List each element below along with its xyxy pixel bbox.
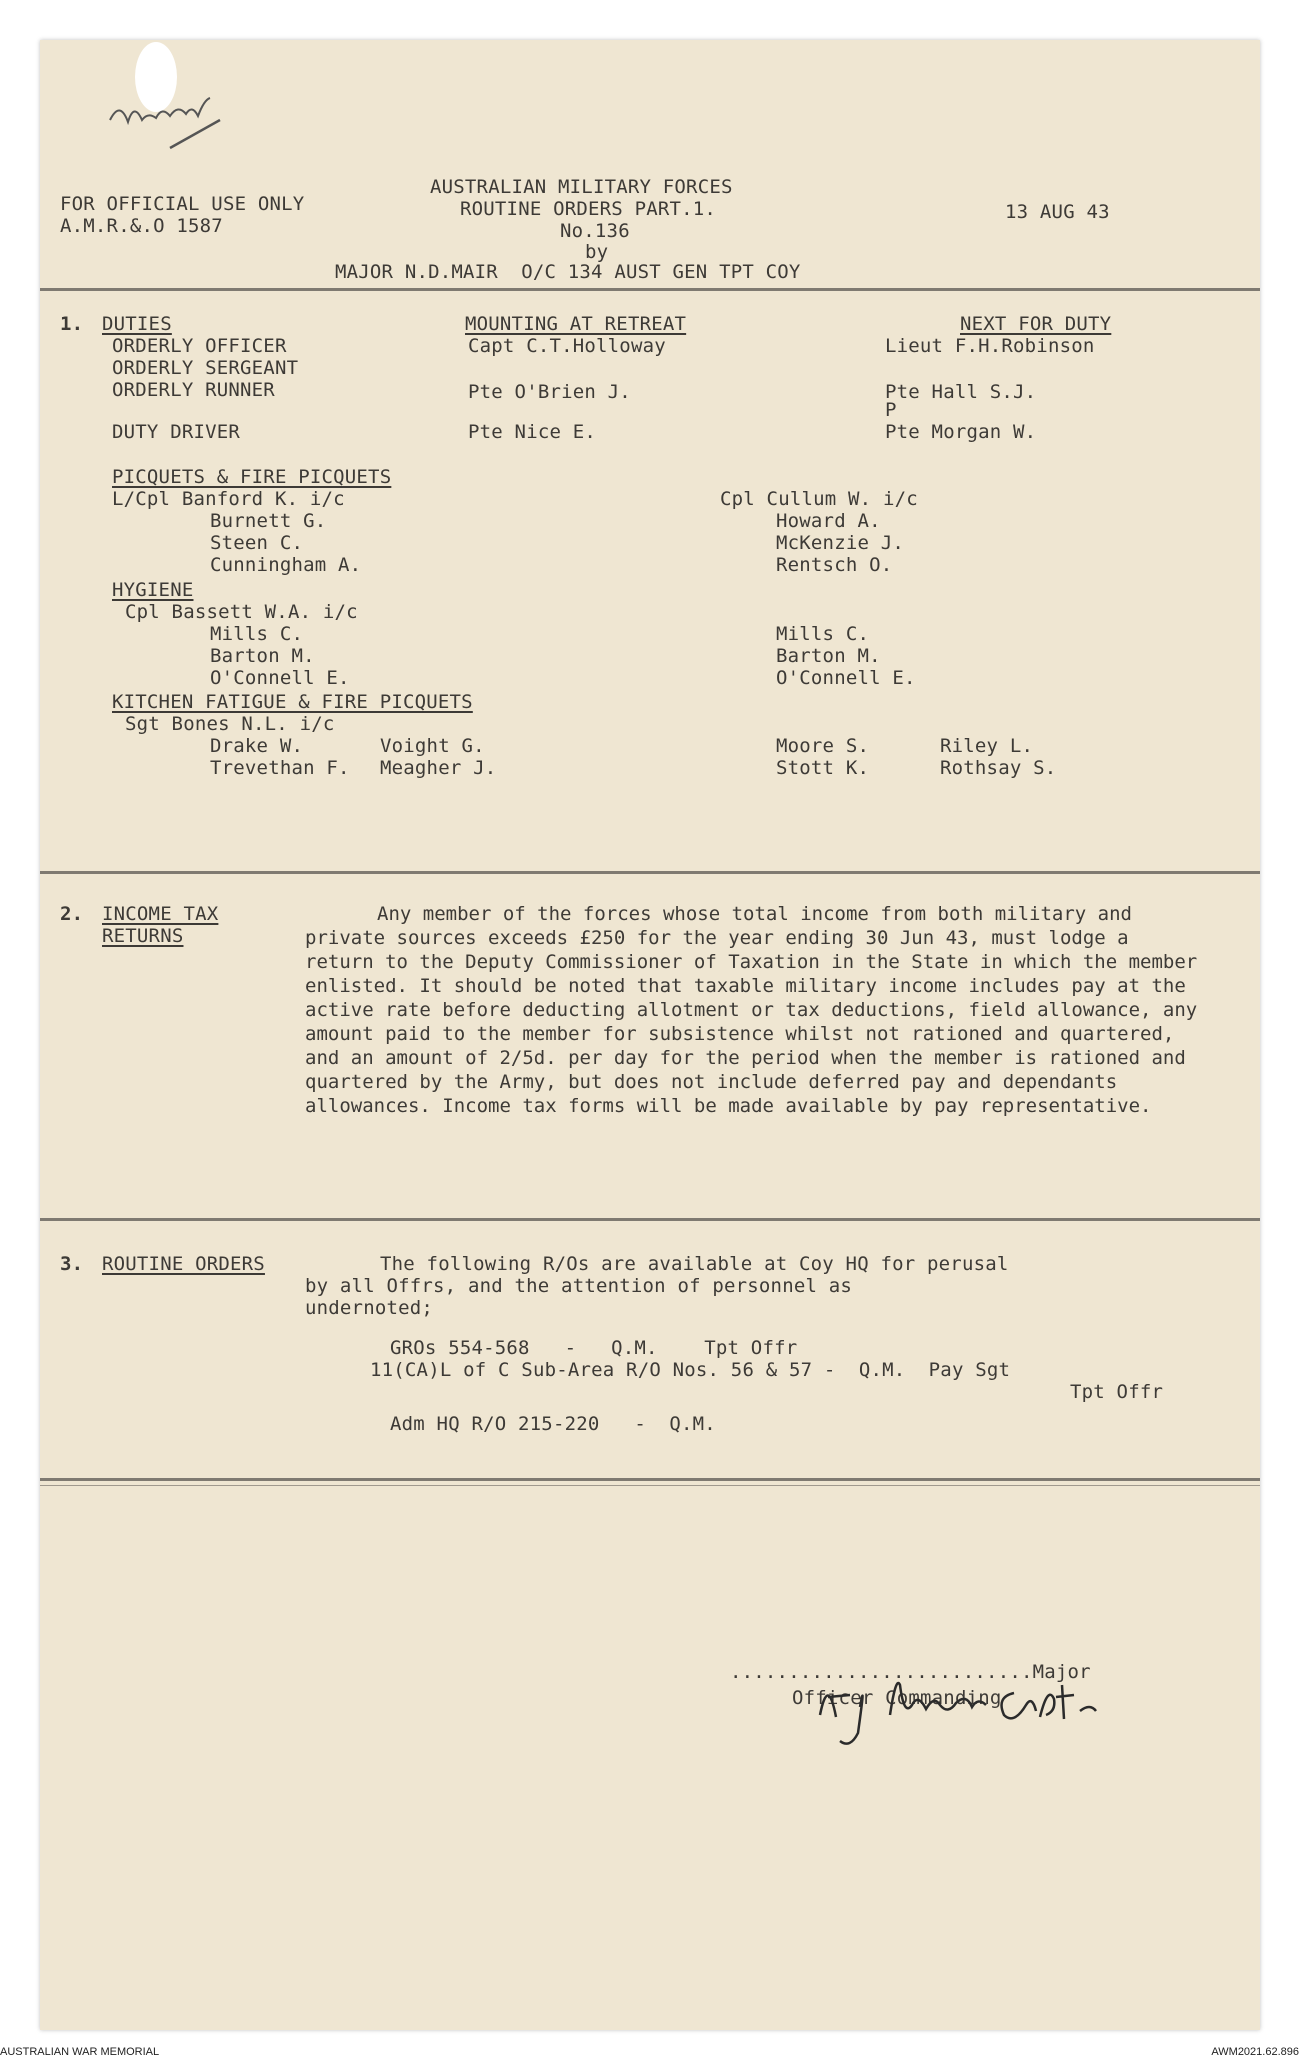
picquet-right: Howard A. — [776, 510, 881, 532]
hygiene-right: Mills C. — [776, 623, 870, 645]
document-sheet — [40, 40, 1260, 2030]
routine-order-line: Adm HQ R/O 215-220 - Q.M. — [390, 1413, 716, 1435]
duty-role: ORDERLY SERGEANT — [112, 357, 299, 379]
duty-role: DUTY DRIVER — [112, 421, 241, 443]
section-1-number: 1. — [60, 313, 84, 335]
hygiene-left: Mills C. — [210, 623, 304, 645]
kitchen-member: Riley L. — [940, 735, 1034, 757]
duty-next: Pte Morgan W. — [885, 421, 1037, 443]
kitchen-member: Drake W. — [210, 735, 304, 757]
duty-next: P — [885, 399, 897, 421]
income-tax-body: Any member of the forces whose total income from both military and private sources exceeds £250 for the year ending 30 Jun 43, must lodge a return to the Deputy Commissioner of Taxation in the State in which the member enlisted. It should be noted that taxable military income includes pay at the active rate before deducting allotment or tax deductions, field allowance, any amount paid to the member for subsistence whilst not rationed and quartered, and an amount of 2/5d. per day for the period when the member is rationed and quartered by the Army, but does not include deferred pay and dependants allowances. Income tax forms will be made available by pay representative. — [305, 903, 1198, 1117]
mounting-column-heading: MOUNTING AT RETREAT — [465, 313, 687, 335]
amr-reference: A.M.R.&.O 1587 — [60, 215, 223, 237]
routine-order-line: Tpt Offr — [1070, 1381, 1164, 1403]
income-tax-heading-2: RETURNS — [102, 925, 184, 947]
hygiene-right: Barton M. — [776, 645, 881, 667]
kitchen-lead: Sgt Bones N.L. i/c — [125, 713, 335, 735]
issuing-officer: MAJOR N.D.MAIR O/C 134 AUST GEN TPT COY — [335, 261, 801, 283]
kitchen-member: Stott K. — [776, 757, 870, 779]
hygiene-left: O'Connell E. — [210, 667, 350, 689]
official-use-label: FOR OFFICIAL USE ONLY — [60, 193, 305, 215]
duty-next: Lieut F.H.Robinson — [885, 335, 1095, 357]
kitchen-member: Moore S. — [776, 735, 870, 757]
section-divider — [40, 1218, 1260, 1221]
order-date: 13 AUG 43 — [1005, 201, 1110, 223]
picquet-right: Cpl Cullum W. i/c — [720, 488, 918, 510]
signature-line: ..........................Major — [730, 1661, 1091, 1683]
hygiene-right: O'Connell E. — [776, 667, 916, 689]
section-divider — [40, 1478, 1260, 1481]
routine-orders-intro: undernoted; — [305, 1297, 434, 1319]
hygiene-left: Cpl Bassett W.A. i/c — [125, 601, 358, 623]
picquet-left: Steen C. — [210, 532, 304, 554]
income-tax-heading: INCOME TAX — [102, 903, 219, 925]
next-column-heading: NEXT FOR DUTY — [960, 313, 1112, 335]
duties-heading: DUTIES — [102, 313, 172, 335]
kitchen-heading: KITCHEN FATIGUE & FIRE PICQUETS — [112, 691, 473, 713]
duty-role: ORDERLY OFFICER — [112, 335, 287, 357]
picquet-right: McKenzie J. — [776, 532, 905, 554]
orders-title: ROUTINE ORDERS PART.1. — [460, 198, 717, 220]
duty-mounting: Pte Nice E. — [468, 421, 597, 443]
duty-role: ORDERLY RUNNER — [112, 379, 275, 401]
hygiene-left: Barton M. — [210, 645, 315, 667]
picquet-left: Cunningham A. — [210, 554, 362, 576]
duty-next: Pte Hall S.J. — [885, 381, 1037, 403]
kitchen-member: Rothsay S. — [940, 757, 1057, 779]
routine-orders-heading: ROUTINE ORDERS — [102, 1253, 265, 1275]
picquet-left: L/Cpl Banford K. i/c — [112, 488, 345, 510]
routine-order-line: 11(CA)L of C Sub-Area R/O Nos. 56 & 57 - Q.M. Pay Sgt — [370, 1359, 1011, 1381]
archive-footer-left: AUSTRALIAN WAR MEMORIAL — [0, 2046, 160, 2058]
kitchen-member: Trevethan F. — [210, 757, 350, 779]
section-divider — [40, 288, 1260, 291]
section-divider — [40, 1485, 1260, 1486]
handwritten-signature — [800, 1645, 1130, 1755]
kitchen-member: Voight G. — [380, 735, 485, 757]
by-label: by — [585, 241, 609, 263]
section-2-number: 2. — [60, 903, 84, 925]
duty-mounting: Capt C.T.Holloway — [468, 335, 666, 357]
kitchen-member: Meagher J. — [380, 757, 497, 779]
duty-mounting: Pte O'Brien J. — [468, 381, 631, 403]
hygiene-heading: HYGIENE — [112, 579, 194, 601]
archive-footer-right: AWM2021.62.896 — [1211, 2046, 1299, 2058]
routine-orders-intro: The following R/Os are available at Coy HQ for perusal — [380, 1253, 1009, 1275]
routine-orders-intro: by all Offrs, and the attention of personnel as — [305, 1275, 853, 1297]
routine-order-line: GROs 554-568 - Q.M. Tpt Offr — [390, 1337, 798, 1359]
picquets-heading: PICQUETS & FIRE PICQUETS — [112, 466, 392, 488]
picquet-left: Burnett G. — [210, 510, 327, 532]
pencil-annotation — [100, 90, 240, 170]
order-number: No.136 — [560, 220, 630, 242]
signature-title: Officer Commanding — [792, 1687, 1002, 1709]
picquet-right: Rentsch O. — [776, 554, 893, 576]
section-3-number: 3. — [60, 1253, 84, 1275]
section-divider — [40, 871, 1260, 874]
forces-title: AUSTRALIAN MILITARY FORCES — [430, 176, 733, 198]
